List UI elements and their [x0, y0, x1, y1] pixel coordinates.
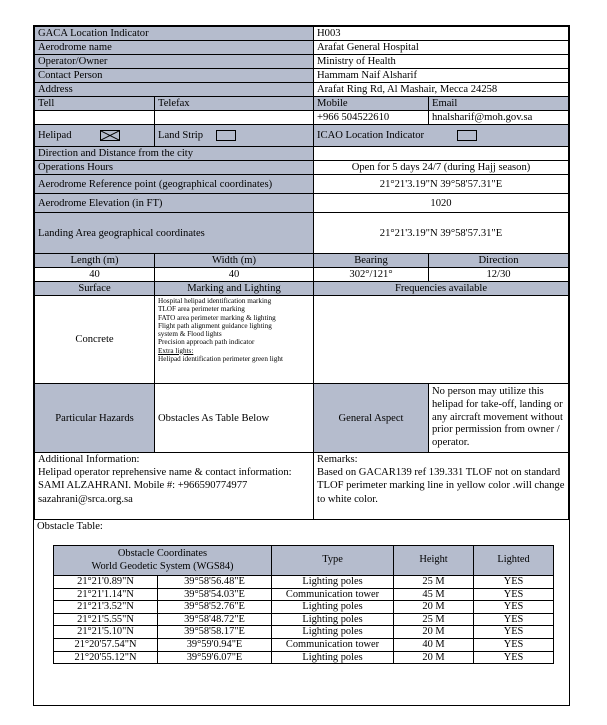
- coords-header-line1: Obstacle Coordinates: [117, 548, 208, 559]
- additional-info-title: Additional Information:: [38, 454, 140, 465]
- marking-line: Hospital helipad identification marking: [158, 297, 272, 305]
- remarks: [314, 453, 569, 520]
- surface-value: Concrete: [35, 296, 155, 384]
- elevation-value: 1020: [314, 194, 569, 213]
- email-value: hnalsharif@moh.gov.sa: [429, 111, 569, 125]
- aerodrome-info-table: [34, 26, 569, 453]
- obstacle-rows: [54, 576, 554, 664]
- icao-checkbox[interactable]: [457, 130, 477, 141]
- marking-lighting-list: [155, 296, 314, 384]
- general-value: No person may utilize this helipad for take-off, landing or any aircraft movement without prior permission from owner / operator.: [429, 384, 569, 453]
- type-header: Type: [272, 546, 394, 576]
- helipad-label: Helipad: [38, 130, 72, 141]
- general-label: General Aspect: [314, 384, 429, 453]
- obstacle-lat: 21°21'5.55"N: [54, 613, 158, 626]
- obstacle-height: 20 M: [394, 601, 474, 614]
- icao-cell: [314, 125, 569, 147]
- mobile-value: +966 504522610: [314, 111, 429, 125]
- telefax-label: Telefax: [155, 97, 314, 111]
- row-tell-header: [35, 97, 569, 111]
- table-row: [54, 651, 554, 664]
- row-contact: [35, 69, 569, 83]
- obstacle-lat: 21°20'57.54"N: [54, 638, 158, 651]
- tell-label: Tell: [35, 97, 155, 111]
- marking-line: Precision approach path indicator: [158, 338, 255, 347]
- obstacle-lat: 21°21'3.52"N: [54, 601, 158, 614]
- marking-label: Marking and Lighting: [155, 282, 314, 296]
- obstacle-lat: 21°21'0.89"N: [54, 576, 158, 589]
- table-row: [54, 576, 554, 589]
- info-remarks-table: [34, 452, 569, 520]
- helipad-checkbox[interactable]: [100, 130, 120, 141]
- landing-value: 21°21'3.19"N 39°58'57.31"E: [314, 213, 569, 254]
- row-direction: [35, 147, 569, 161]
- obstacle-lon: 39°58'54.03"E: [158, 588, 272, 601]
- obstacle-height: 45 M: [394, 588, 474, 601]
- obstacle-lighted: YES: [474, 601, 554, 614]
- coords-header: [54, 546, 272, 576]
- contact-value: Hammam Naif Alsharif: [314, 69, 569, 83]
- obstacle-lon: 39°58'52.76"E: [158, 601, 272, 614]
- helipad-cell: [35, 125, 155, 147]
- land-strip-label: Land Strip: [158, 130, 204, 141]
- obstacle-type: Lighting poles: [272, 626, 394, 639]
- obstacle-height: 40 M: [394, 638, 474, 651]
- obstacle-lat: 21°21'1.14"N: [54, 588, 158, 601]
- row-ops-hours: [35, 161, 569, 175]
- row-elevation: [35, 194, 569, 213]
- marking-line: FATO area perimeter marking & lighting: [158, 313, 276, 322]
- surface-label: Surface: [35, 282, 155, 296]
- ref-point-label: Aerodrome Reference point (geographical coordinates): [35, 175, 314, 194]
- height-header: Height: [394, 546, 474, 576]
- row-address: [35, 83, 569, 97]
- obstacle-lighted: YES: [474, 576, 554, 589]
- operator-value: Ministry of Health: [314, 55, 569, 69]
- gaca-value: H003: [314, 27, 569, 41]
- tell-value: [35, 111, 155, 125]
- coords-header-line2: World Geodetic System (WGS84): [91, 560, 234, 572]
- obstacle-lon: 39°58'58.17"E: [158, 626, 272, 639]
- obstacle-lon: 39°58'48.72"E: [158, 613, 272, 626]
- lighted-header: Lighted: [474, 546, 554, 576]
- remarks-title: Remarks:: [317, 454, 358, 465]
- landing-label: Landing Area geographical coordinates: [35, 213, 314, 254]
- width-value: 40: [155, 268, 314, 282]
- hazards-value: Obstacles As Table Below: [155, 384, 314, 453]
- gaca-label: GACA Location Indicator: [35, 27, 314, 41]
- row-landing: [35, 213, 569, 254]
- obstacle-lat: 21°21'5.10"N: [54, 626, 158, 639]
- row-info-remarks: [35, 453, 569, 520]
- obstacle-lighted: YES: [474, 626, 554, 639]
- table-row: [54, 601, 554, 614]
- obstacle-lighted: YES: [474, 613, 554, 626]
- length-label: Length (m): [35, 254, 155, 268]
- obstacle-table-title: Obstacle Table:: [37, 521, 103, 532]
- obstacle-height: 25 M: [394, 576, 474, 589]
- direction-value: [314, 147, 569, 161]
- obstacle-type: Lighting poles: [272, 651, 394, 664]
- direction-header-label: Direction: [429, 254, 569, 268]
- marking-line: Flight path alignment guidance lighting: [158, 321, 272, 330]
- elevation-label: Aerodrome Elevation (in FT): [35, 194, 314, 213]
- aero-name-label: Aerodrome name: [35, 41, 314, 55]
- direction-hdr-value: 12/30: [429, 268, 569, 282]
- ops-hours-value: Open for 5 days 24/7 (during Hajj season): [314, 161, 569, 175]
- address-value: Arafat Ring Rd, Al Mashair, Mecca 24258: [314, 83, 569, 97]
- bearing-value: 302°/121°: [314, 268, 429, 282]
- obstacle-type: Lighting poles: [272, 601, 394, 614]
- row-tell-values: [35, 111, 569, 125]
- marking-line: TLOF area perimeter marking: [158, 305, 245, 314]
- obstacle-table: [53, 545, 554, 664]
- freq-label: Frequencies available: [314, 282, 569, 296]
- row-surface-values: [35, 296, 569, 384]
- obstacle-type: Communication tower: [272, 638, 394, 651]
- obstacle-lighted: YES: [474, 651, 554, 664]
- row-ref-point: [35, 175, 569, 194]
- remarks-line: Based on GACAR139 ref 139.331 TLOF not on standard: [317, 467, 561, 479]
- email-label: Email: [429, 97, 569, 111]
- row-surface-header: [35, 282, 569, 296]
- table-row: [54, 626, 554, 639]
- additional-info-line: Helipad operator reprehensive name & contact information:: [38, 467, 292, 479]
- obstacle-lon: 39°59'6.07"E: [158, 651, 272, 664]
- extra-lights-text: Helipad identification perimeter green light: [158, 355, 283, 364]
- land-strip-checkbox[interactable]: [216, 130, 236, 141]
- icao-label: ICAO Location Indicator: [317, 130, 425, 141]
- direction-label: Direction and Distance from the city: [35, 147, 314, 161]
- table-row: [54, 638, 554, 651]
- contact-label: Contact Person: [35, 69, 314, 83]
- obstacle-height: 20 M: [394, 626, 474, 639]
- mobile-label: Mobile: [314, 97, 429, 111]
- land-strip-cell: [155, 125, 314, 147]
- table-row: [54, 613, 554, 626]
- bearing-label: Bearing: [314, 254, 429, 268]
- extra-lights-label: Extra lights:: [158, 346, 194, 355]
- checked-cross-icon: [101, 131, 119, 140]
- operator-label: Operator/Owner: [35, 55, 314, 69]
- obstacle-lon: 39°59'0.94"E: [158, 638, 272, 651]
- additional-info-contact: SAMI ALZAHRANI. Mobile #: +966590774977: [38, 480, 248, 492]
- remarks-line: TLOF perimeter marking line in yellow color .will change to white color.: [317, 480, 565, 505]
- row-dims-values: [35, 268, 569, 282]
- obstacle-header-row: [54, 546, 554, 576]
- telefax-value: [155, 111, 314, 125]
- obstacle-lat: 21°20'55.12"N: [54, 651, 158, 664]
- width-label: Width (m): [155, 254, 314, 268]
- row-operator: [35, 55, 569, 69]
- row-aero-name: [35, 41, 569, 55]
- marking-line: system & Flood lights: [158, 330, 222, 339]
- ref-point-value: 21°21'3.19"N 39°58'57.31"E: [314, 175, 569, 194]
- obstacle-type: Communication tower: [272, 588, 394, 601]
- table-row: [54, 588, 554, 601]
- additional-info-email: sazahrani@srca.org.sa: [38, 493, 133, 505]
- obstacle-lighted: YES: [474, 638, 554, 651]
- obstacle-type: Lighting poles: [272, 613, 394, 626]
- row-dims-header: [35, 254, 569, 268]
- obstacle-lon: 39°58'56.48"E: [158, 576, 272, 589]
- aero-name-value: Arafat General Hospital: [314, 41, 569, 55]
- row-hazards: [35, 384, 569, 453]
- row-gaca: [35, 27, 569, 41]
- freq-value: [314, 296, 569, 384]
- obstacle-lighted: YES: [474, 588, 554, 601]
- obstacle-height: 20 M: [394, 651, 474, 664]
- row-type: [35, 125, 569, 147]
- ops-hours-label: Operations Hours: [35, 161, 314, 175]
- address-label: Address: [35, 83, 314, 97]
- additional-info: [35, 453, 314, 520]
- obstacle-height: 25 M: [394, 613, 474, 626]
- obstacle-type: Lighting poles: [272, 576, 394, 589]
- hazards-label: Particular Hazards: [35, 384, 155, 453]
- length-value: 40: [35, 268, 155, 282]
